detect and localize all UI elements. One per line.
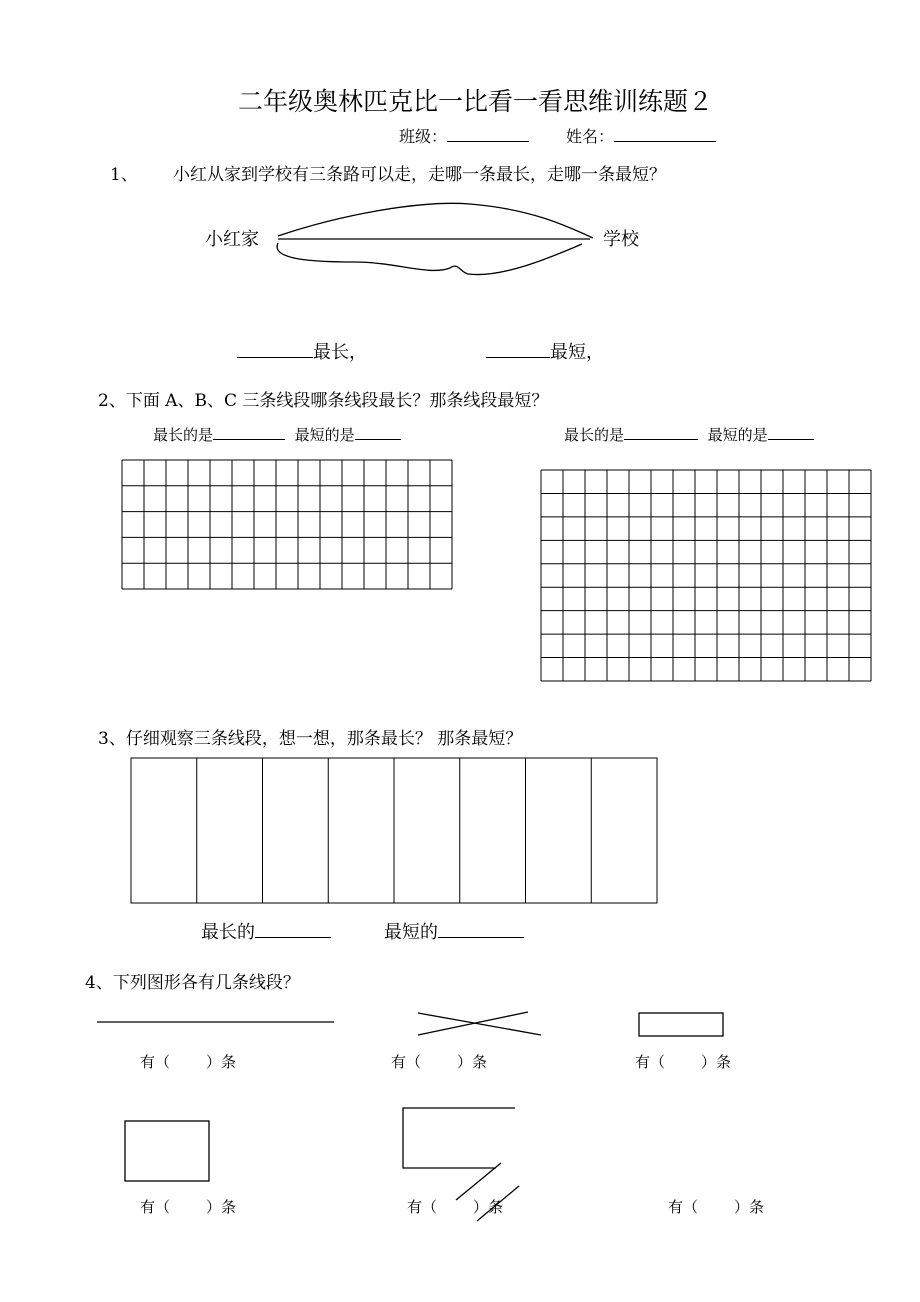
q1-shortest-label: 最短， bbox=[550, 342, 604, 363]
q3-text: 3、仔细观察三条线段，想一想，那条最长？ 那条最短？ bbox=[98, 729, 523, 749]
q2-left-longest-label: 最长的是 bbox=[153, 426, 214, 444]
school-label: 学校 bbox=[603, 229, 639, 250]
q2-left-shortest-label: 最短的是 bbox=[294, 426, 355, 444]
q4-count-3: 有（ ）条 bbox=[635, 1053, 732, 1071]
q4-count-6: 有（ ）条 bbox=[668, 1198, 765, 1216]
q4-count-2: 有（ ）条 bbox=[391, 1053, 488, 1071]
q4-text: 4、下列图形各有几条线段？ bbox=[85, 973, 300, 993]
q4-figure-3-rect bbox=[639, 1013, 723, 1036]
q4-figure-4-rect bbox=[125, 1121, 209, 1181]
home-label: 小红家 bbox=[205, 229, 259, 250]
q4-figure-2-cross bbox=[418, 1012, 541, 1035]
q2-right-shortest-label: 最短的是 bbox=[707, 426, 768, 444]
q4-count-1: 有（ ）条 bbox=[140, 1053, 237, 1071]
q4-count-4: 有（ ）条 bbox=[140, 1198, 237, 1216]
q3-shortest-label: 最短的 bbox=[384, 922, 438, 943]
q1-text: 小红从家到学校有三条路可以走，走哪一条最长，走哪一条最短？ bbox=[173, 165, 666, 185]
q1-longest-label: 最长， bbox=[313, 342, 367, 363]
name-label: 姓名： bbox=[566, 127, 615, 146]
q4-count-5: 有（ ）条 bbox=[407, 1198, 504, 1216]
page-title: 二年级奥林匹克比一比看一看思维训练题２ bbox=[238, 87, 714, 116]
q2-right-longest-label: 最长的是 bbox=[564, 426, 625, 444]
q3-longest-label: 最长的 bbox=[201, 922, 255, 943]
q2-text: 2、下面 A、B、C 三条线段哪条线段最长？那条线段最短？ bbox=[98, 391, 549, 411]
q1-number: 1、 bbox=[110, 165, 138, 185]
class-label: 班级： bbox=[399, 127, 448, 146]
